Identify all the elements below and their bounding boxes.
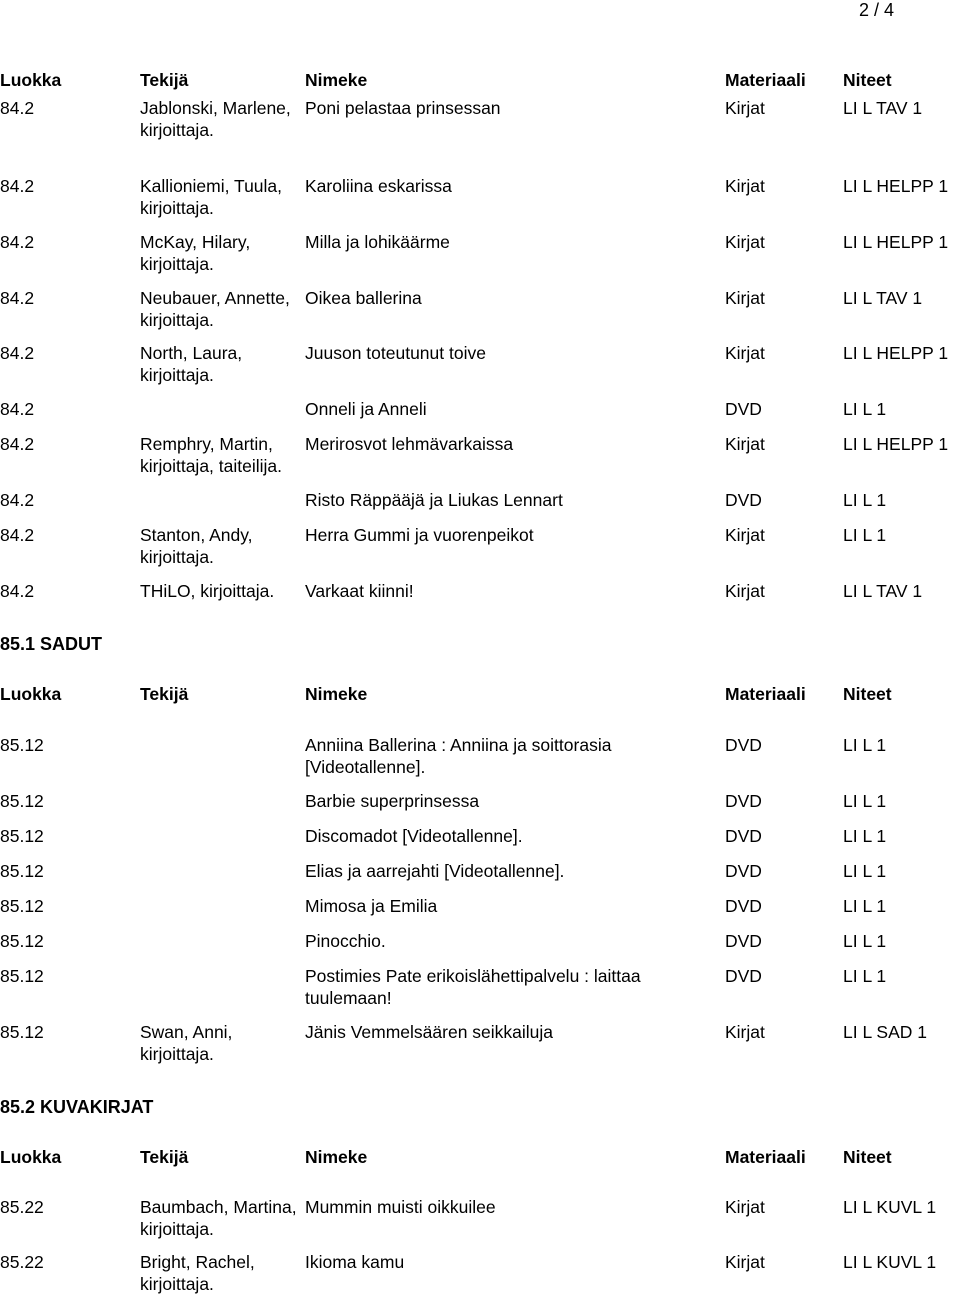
cell-niteet: LI L 1 bbox=[843, 931, 887, 951]
cell-tekija: Bright, Rachel, kirjoittaja. bbox=[140, 1252, 255, 1294]
cell-luokka: 84.2 bbox=[0, 288, 35, 308]
cell-luokka: 85.12 bbox=[0, 1022, 44, 1042]
cell-materiaali: DVD bbox=[725, 861, 762, 881]
cell-nimeke: Karoliina eskarissa bbox=[305, 176, 452, 196]
cell-niteet: LI L 1 bbox=[843, 826, 887, 846]
cell-materiaali: Kirjat bbox=[725, 525, 765, 545]
cell-tekija: Stanton, Andy, kirjoittaja. bbox=[140, 525, 253, 567]
header-nimeke: Nimeke bbox=[305, 70, 368, 90]
cell-niteet: LI L SAD 1 bbox=[843, 1022, 927, 1042]
cell-tekija: Neubauer, Annette, kirjoittaja. bbox=[140, 288, 290, 330]
cell-tekija: Swan, Anni, kirjoittaja. bbox=[140, 1022, 233, 1064]
cell-luokka: 85.12 bbox=[0, 896, 44, 916]
header-niteet: Niteet bbox=[843, 1147, 892, 1167]
cell-nimeke: Mummin muisti oikkuilee bbox=[305, 1197, 496, 1217]
cell-nimeke: Jänis Vemmelsäären seikkailuja bbox=[305, 1022, 554, 1042]
cell-materiaali: DVD bbox=[725, 399, 762, 419]
cell-materiaali: Kirjat bbox=[725, 288, 765, 308]
cell-nimeke: Herra Gummi ja vuorenpeikot bbox=[305, 525, 534, 545]
cell-tekija: Kallioniemi, Tuula, kirjoittaja. bbox=[140, 176, 283, 218]
cell-materiaali: Kirjat bbox=[725, 1252, 765, 1272]
cell-luokka: 85.22 bbox=[0, 1197, 44, 1217]
cell-luokka: 84.2 bbox=[0, 232, 35, 252]
cell-luokka: 85.12 bbox=[0, 966, 44, 986]
header-luokka: Luokka bbox=[0, 684, 62, 704]
cell-materiaali: Kirjat bbox=[725, 581, 765, 601]
cell-materiaali: Kirjat bbox=[725, 343, 765, 363]
header-niteet: Niteet bbox=[843, 684, 892, 704]
cell-niteet: LI L HELPP 1 bbox=[843, 343, 949, 363]
cell-luokka: 84.2 bbox=[0, 490, 35, 510]
cell-niteet: LI L 1 bbox=[843, 735, 887, 755]
cell-materiaali: Kirjat bbox=[725, 434, 765, 454]
cell-tekija: Baumbach, Martina, kirjoittaja. bbox=[140, 1197, 297, 1239]
cell-nimeke: Anniina Ballerina : Anniina ja soittorasia [Videotallenne]. bbox=[305, 735, 612, 777]
header-tekija: Tekijä bbox=[140, 70, 189, 90]
cell-niteet: LI L KUVL 1 bbox=[843, 1252, 937, 1272]
cell-niteet: LI L 1 bbox=[843, 490, 887, 510]
cell-nimeke: Risto Räppääjä ja Liukas Lennart bbox=[305, 490, 563, 510]
header-luokka: Luokka bbox=[0, 70, 62, 90]
cell-nimeke: Juuson toteutunut toive bbox=[305, 343, 486, 363]
cell-niteet: LI L 1 bbox=[843, 861, 887, 881]
header-luokka: Luokka bbox=[0, 1147, 62, 1167]
table-header bbox=[0, 684, 960, 706]
cell-niteet: LI L 1 bbox=[843, 896, 887, 916]
cell-nimeke: Ikioma kamu bbox=[305, 1252, 405, 1272]
cell-nimeke: Onneli ja Anneli bbox=[305, 399, 427, 419]
cell-materiaali: Kirjat bbox=[725, 176, 765, 196]
cell-nimeke: Mimosa ja Emilia bbox=[305, 896, 438, 916]
header-tekija: Tekijä bbox=[140, 1147, 189, 1167]
cell-luokka: 85.12 bbox=[0, 735, 44, 755]
cell-materiaali: DVD bbox=[725, 966, 762, 986]
cell-luokka: 85.12 bbox=[0, 826, 44, 846]
cell-niteet: LI L 1 bbox=[843, 525, 887, 545]
cell-niteet: LI L KUVL 1 bbox=[843, 1197, 937, 1217]
cell-tekija: Remphry, Martin, kirjoittaja, taiteilija. bbox=[140, 434, 282, 476]
cell-luokka: 85.12 bbox=[0, 931, 44, 951]
cell-nimeke: Poni pelastaa prinsessan bbox=[305, 98, 501, 118]
cell-niteet: LI L TAV 1 bbox=[843, 98, 923, 118]
cell-materiaali: Kirjat bbox=[725, 1022, 765, 1042]
cell-luokka: 84.2 bbox=[0, 176, 35, 196]
header-nimeke: Nimeke bbox=[305, 684, 368, 704]
cell-luokka: 85.22 bbox=[0, 1252, 44, 1272]
cell-luokka: 84.2 bbox=[0, 581, 35, 601]
cell-niteet: LI L HELPP 1 bbox=[843, 434, 949, 454]
cell-tekija: McKay, Hilary, kirjoittaja. bbox=[140, 232, 251, 274]
cell-materiaali: DVD bbox=[725, 490, 762, 510]
cell-nimeke: Postimies Pate erikoislähettipalvelu : laittaa tuulemaan! bbox=[305, 966, 641, 1008]
cell-nimeke: Milla ja lohikäärme bbox=[305, 232, 450, 252]
cell-nimeke: Pinocchio. bbox=[305, 931, 386, 951]
cell-tekija: Jablonski, Marlene, kirjoittaja. bbox=[140, 98, 291, 140]
cell-luokka: 85.12 bbox=[0, 791, 44, 811]
cell-niteet: LI L TAV 1 bbox=[843, 288, 923, 308]
cell-niteet: LI L 1 bbox=[843, 399, 887, 419]
cell-luokka: 84.2 bbox=[0, 525, 35, 545]
cell-nimeke: Elias ja aarrejahti [Videotallenne]. bbox=[305, 861, 565, 881]
cell-niteet: LI L HELPP 1 bbox=[843, 232, 949, 252]
header-materiaali: Materiaali bbox=[725, 684, 806, 704]
cell-tekija: THiLO, kirjoittaja. bbox=[140, 581, 275, 601]
cell-luokka: 84.2 bbox=[0, 98, 35, 118]
cell-nimeke: Varkaat kiinni! bbox=[305, 581, 414, 601]
cell-materiaali: Kirjat bbox=[725, 98, 765, 118]
cell-nimeke: Barbie superprinsessa bbox=[305, 791, 480, 811]
cell-niteet: LI L 1 bbox=[843, 791, 887, 811]
table-header bbox=[0, 1147, 960, 1169]
cell-materiaali: DVD bbox=[725, 931, 762, 951]
cell-materiaali: DVD bbox=[725, 791, 762, 811]
section-title-kuvakirjat: 85.2 KUVAKIRJAT bbox=[0, 1097, 154, 1117]
cell-nimeke: Oikea ballerina bbox=[305, 288, 422, 308]
cell-materiaali: DVD bbox=[725, 826, 762, 846]
cell-luokka: 84.2 bbox=[0, 399, 35, 419]
cell-materiaali: DVD bbox=[725, 896, 762, 916]
cell-nimeke: Discomadot [Videotallenne]. bbox=[305, 826, 523, 846]
header-tekija: Tekijä bbox=[140, 684, 189, 704]
cell-nimeke: Merirosvot lehmävarkaissa bbox=[305, 434, 514, 454]
cell-materiaali: Kirjat bbox=[725, 1197, 765, 1217]
cell-materiaali: Kirjat bbox=[725, 232, 765, 252]
page-number: 2 / 4 bbox=[858, 0, 894, 20]
cell-niteet: LI L HELPP 1 bbox=[843, 176, 949, 196]
header-nimeke: Nimeke bbox=[305, 1147, 368, 1167]
header-niteet: Niteet bbox=[843, 70, 892, 90]
cell-luokka: 84.2 bbox=[0, 343, 35, 363]
cell-luokka: 84.2 bbox=[0, 434, 35, 454]
cell-tekija: North, Laura, kirjoittaja. bbox=[140, 343, 243, 385]
cell-luokka: 85.12 bbox=[0, 861, 44, 881]
cell-niteet: LI L TAV 1 bbox=[843, 581, 923, 601]
cell-niteet: LI L 1 bbox=[843, 966, 887, 986]
table-header bbox=[0, 70, 960, 92]
section-title-sadut: 85.1 SADUT bbox=[0, 634, 103, 654]
header-materiaali: Materiaali bbox=[725, 70, 806, 90]
header-materiaali: Materiaali bbox=[725, 1147, 806, 1167]
cell-materiaali: DVD bbox=[725, 735, 762, 755]
